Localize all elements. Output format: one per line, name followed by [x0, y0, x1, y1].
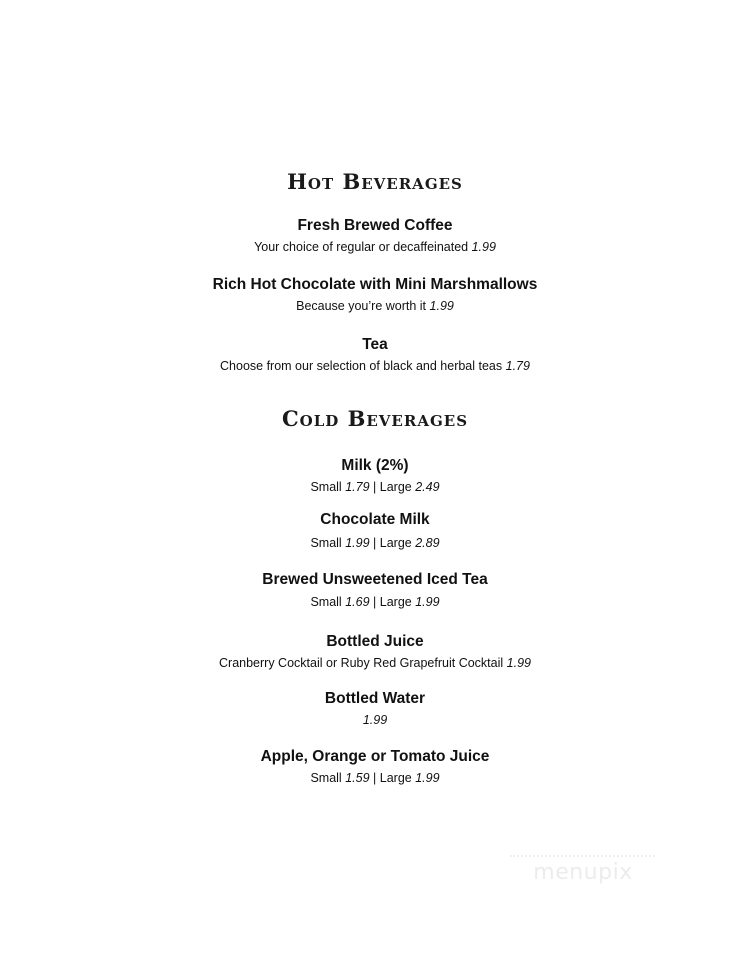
menu-item-size-prices	[0, 595, 750, 609]
price-separator: |	[373, 595, 377, 609]
menu-item-size-prices	[0, 536, 750, 550]
item-price: 1.99	[429, 299, 454, 313]
description-text: Your choice of regular or decaffeinated	[254, 240, 469, 254]
small-price: 1.99	[345, 536, 370, 550]
menu-item-name: Rich Hot Chocolate with Mini Marshmallows	[212, 276, 538, 293]
price-separator: |	[373, 536, 377, 550]
small-label: Small	[310, 771, 342, 785]
small-price: 1.69	[345, 595, 370, 609]
small-price: 1.59	[345, 771, 370, 785]
large-price: 1.99	[415, 595, 440, 609]
small-price: 1.79	[345, 480, 370, 494]
menu-item-name: Apple, Orange or Tomato Juice	[260, 748, 490, 765]
price-separator: |	[373, 771, 377, 785]
large-price: 1.99	[415, 771, 440, 785]
item-price: 1.79	[505, 359, 530, 373]
description-text: Choose from our selection of black and herbal teas	[220, 359, 503, 373]
hot-beverages-heading: Hot Beverages	[287, 169, 463, 194]
description-text: Cranberry Cocktail or Ruby Red Grapefruit Cocktail	[219, 656, 504, 670]
large-label: Large	[379, 536, 412, 550]
price-separator: |	[373, 480, 377, 494]
large-price: 2.49	[415, 480, 440, 494]
item-price: 1.99	[506, 656, 531, 670]
menu-item-description	[0, 299, 750, 313]
menu-item-size-prices	[0, 771, 750, 785]
menu-item-name: Bottled Juice	[326, 633, 424, 650]
menu-item-size-prices	[0, 480, 750, 494]
large-label: Large	[379, 771, 412, 785]
menu-item-name: Fresh Brewed Coffee	[297, 217, 453, 234]
small-label: Small	[310, 480, 342, 494]
menu-item-name: Brewed Unsweetened Iced Tea	[262, 571, 488, 588]
item-price: 1.99	[471, 240, 496, 254]
menu-item-name: Chocolate Milk	[320, 511, 430, 528]
small-label: Small	[310, 595, 342, 609]
cold-beverages-heading: Cold Beverages	[281, 406, 469, 431]
menupix-watermark: menupix	[533, 860, 633, 885]
item-price: 1.99	[362, 713, 388, 727]
menu-item-description	[0, 359, 750, 373]
menu-item-description	[0, 656, 750, 670]
small-label: Small	[310, 536, 342, 550]
menu-item-description	[0, 713, 750, 727]
menu-item-name: Bottled Water	[324, 690, 426, 707]
description-text: Because you’re worth it	[296, 299, 427, 313]
large-label: Large	[379, 480, 412, 494]
large-label: Large	[379, 595, 412, 609]
large-price: 2.89	[415, 536, 440, 550]
menu-item-name: Tea	[362, 336, 388, 353]
menu-item-name: Milk (2%)	[341, 457, 409, 474]
menu-item-description	[0, 240, 750, 254]
